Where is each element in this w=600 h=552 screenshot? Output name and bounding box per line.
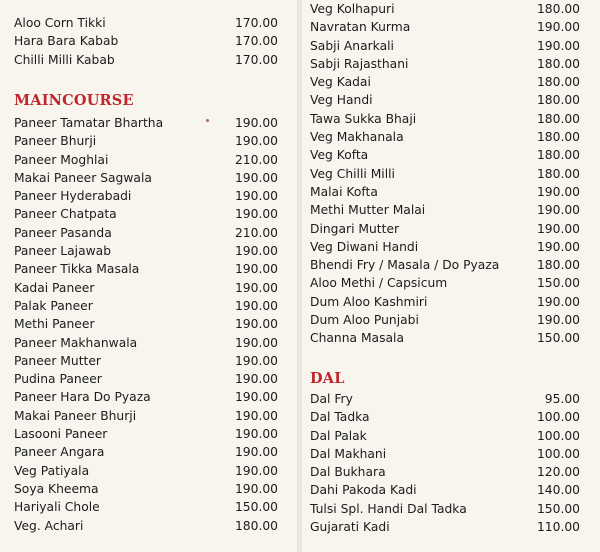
item-price: 190.00 [234, 390, 278, 405]
item-price: 190.00 [234, 244, 278, 259]
item-name: Dal Makhani [310, 446, 387, 461]
menu-item-row [303, 390, 600, 408]
menu-item-row [303, 311, 600, 329]
menu-item-row [303, 293, 600, 311]
item-name: Dal Bukhara [310, 465, 386, 480]
item-price: 150.00 [536, 276, 580, 291]
item-name: Methi Paneer [14, 317, 95, 332]
item-price: 190.00 [234, 463, 278, 478]
item-price: 110.00 [536, 520, 580, 535]
item-price: 180.00 [536, 2, 580, 16]
item-name: Tulsi Spl. Handi Dal Tadka [310, 501, 467, 516]
item-name: Dum Aloo Punjabi [310, 313, 419, 328]
item-price: 180.00 [536, 75, 580, 90]
menu-item-row [303, 201, 600, 219]
item-price: 190.00 [234, 262, 278, 277]
item-price: 95.00 [544, 392, 580, 406]
menu-item-row [0, 51, 296, 69]
item-name: Dal Fry [310, 392, 353, 406]
menu-item-row [303, 55, 600, 73]
menu-item-row [303, 128, 600, 146]
item-price: 120.00 [536, 465, 580, 480]
item-name: Palak Paneer [14, 298, 93, 313]
item-price: 180.00 [536, 130, 580, 145]
menu-item-row [0, 498, 296, 516]
item-name: Dahi Pakoda Kadi [310, 483, 417, 498]
menu-item-row [0, 114, 296, 132]
item-name: Paneer Mutter [14, 353, 101, 368]
item-name: Veg Kofta [310, 148, 369, 163]
menu-item-row [0, 388, 296, 406]
item-name: Veg Handi [310, 93, 373, 108]
item-price: 190.00 [234, 280, 278, 295]
item-price: 210.00 [234, 152, 278, 167]
item-name: Navratan Kurma [310, 20, 411, 35]
item-price: 190.00 [536, 239, 580, 254]
item-name: Gujarati Kadi [310, 520, 390, 535]
item-price: 190.00 [234, 207, 278, 222]
menu-item-row [0, 242, 296, 260]
menu-item-row [0, 169, 296, 187]
item-price: 100.00 [536, 446, 580, 461]
item-name: Veg Makhanala [310, 130, 404, 145]
item-price: 100.00 [536, 428, 580, 443]
item-price: 190.00 [234, 445, 278, 460]
menu-item-row [0, 480, 296, 498]
menu-item-row [0, 32, 296, 50]
item-name: Paneer Pasanda [14, 225, 112, 240]
item-name: Dal Tadka [310, 410, 370, 425]
menu-item-row [303, 73, 600, 91]
item-price: 180.00 [234, 518, 278, 533]
menu-item-row [303, 427, 600, 445]
item-name: Bhendi Fry / Masala / Do Pyaza [310, 258, 500, 273]
menu-item-row [0, 370, 296, 388]
item-price: 190.00 [234, 170, 278, 185]
item-name: Paneer Tikka Masala [14, 262, 140, 277]
item-name: Paneer Bhurji [14, 134, 97, 149]
item-price: 180.00 [536, 56, 580, 71]
item-name: Hara Bara Kabab [14, 34, 119, 49]
item-name: Veg. Achari [14, 518, 84, 533]
column-divider [297, 0, 302, 552]
menu-item-row [0, 352, 296, 370]
item-price: 210.00 [234, 225, 278, 240]
menu-item-row [0, 443, 296, 461]
item-price: 190.00 [234, 481, 278, 496]
item-name: Paneer Moghlai [14, 152, 109, 167]
item-name: Chilli Milli Kabab [14, 52, 115, 67]
menu-item-row [303, 238, 600, 256]
item-name: Paneer Angara [14, 445, 105, 460]
menu-item-row [0, 334, 296, 352]
dal-heading: DAL [310, 370, 345, 387]
menu-item-row [303, 0, 600, 18]
item-price: 180.00 [536, 111, 580, 126]
item-name: Aloo Corn Tikki [14, 16, 106, 30]
menu-item-row [303, 37, 600, 55]
item-name: Soya Kheema [14, 481, 99, 496]
item-price: 190.00 [536, 221, 580, 236]
menu-item-row [303, 408, 600, 426]
menu-item-row [0, 279, 296, 297]
menu-item-row [0, 205, 296, 223]
veg-list [303, 0, 600, 348]
item-name: Dum Aloo Kashmiri [310, 294, 428, 309]
item-name: Dingari Mutter [310, 221, 400, 236]
item-price: 190.00 [536, 294, 580, 309]
menu-item-row [0, 425, 296, 443]
item-name: Paneer Makhanwala [14, 335, 138, 350]
starters-list [0, 14, 296, 69]
menu-item-row [0, 260, 296, 278]
item-name: Kadai Paneer [14, 280, 95, 295]
item-price: 190.00 [234, 298, 278, 313]
item-price: 150.00 [536, 501, 580, 516]
item-price: 190.00 [234, 116, 278, 130]
menu-item-row [0, 187, 296, 205]
maincourse-list [0, 114, 296, 535]
item-name: Malai Kofta [310, 184, 378, 199]
menu-item-row [0, 151, 296, 169]
item-price: 190.00 [234, 317, 278, 332]
menu-item-row [303, 18, 600, 36]
item-name: Veg Chilli Milli [310, 166, 395, 181]
item-name: Tawa Sukka Bhaji [310, 111, 417, 126]
item-name: Veg Kolhapuri [310, 2, 395, 16]
item-price: 190.00 [234, 335, 278, 350]
menu-item-row [303, 274, 600, 292]
item-name: Methi Mutter Malai [310, 203, 426, 218]
item-name: Paneer Hara Do Pyaza [14, 390, 151, 405]
item-name: Hariyali Chole [14, 500, 100, 515]
item-price: 140.00 [536, 483, 580, 498]
item-name: Dal Palak [310, 428, 367, 443]
item-price: 190.00 [234, 408, 278, 423]
menu-item-row [303, 110, 600, 128]
item-name: Sabji Anarkali [310, 38, 394, 53]
menu-item-row [303, 445, 600, 463]
menu-item-row [0, 462, 296, 480]
item-price: 190.00 [234, 353, 278, 368]
menu-item-row [303, 183, 600, 201]
item-price: 190.00 [536, 203, 580, 218]
item-name: Lasooni Paneer [14, 427, 108, 442]
item-price: 150.00 [234, 500, 278, 515]
menu-item-row [303, 481, 600, 499]
item-price: 190.00 [536, 38, 580, 53]
item-price: 190.00 [234, 134, 278, 149]
item-price: 180.00 [536, 93, 580, 108]
dal-list [303, 390, 600, 536]
menu-item-row [303, 146, 600, 164]
menu-item-row [303, 91, 600, 109]
item-price: 190.00 [536, 313, 580, 328]
item-price: 190.00 [234, 427, 278, 442]
item-name: Pudina Paneer [14, 372, 102, 387]
item-name: Paneer Hyderabadi [14, 189, 132, 204]
menu-item-row [303, 463, 600, 481]
menu-item-row [0, 132, 296, 150]
item-price: 170.00 [234, 52, 278, 67]
item-price: 150.00 [536, 331, 580, 346]
item-price: 170.00 [234, 16, 278, 30]
item-price: 190.00 [536, 184, 580, 199]
item-name: Makai Paneer Bhurji [14, 408, 137, 423]
menu-item-row [303, 220, 600, 238]
item-name: Veg Kadai [310, 75, 371, 90]
item-name: Aloo Methi / Capsicum [310, 276, 448, 291]
item-name: Sabji Rajasthani [310, 56, 409, 71]
item-name: Veg Patiyala [14, 463, 90, 478]
menu-item-row [0, 315, 296, 333]
item-price: 170.00 [234, 34, 278, 49]
item-price: 180.00 [536, 258, 580, 273]
menu-item-row [303, 256, 600, 274]
item-name: Paneer Tamatar Bhartha [14, 116, 164, 130]
item-price: 190.00 [536, 20, 580, 35]
menu-item-row [0, 297, 296, 315]
menu-item-row [0, 517, 296, 535]
menu-item-row [303, 329, 600, 347]
item-price: 180.00 [536, 166, 580, 181]
maincourse-heading: MAINCOURSE [14, 92, 134, 109]
menu-item-row [0, 224, 296, 242]
item-price: 190.00 [234, 372, 278, 387]
menu-item-row [303, 165, 600, 183]
item-name: Makai Paneer Sagwala [14, 170, 152, 185]
item-name: Veg Diwani Handi [310, 239, 419, 254]
item-name: Paneer Lajawab [14, 244, 112, 259]
item-name: Channa Masala [310, 331, 404, 346]
item-price: 180.00 [536, 148, 580, 163]
item-price: 190.00 [234, 189, 278, 204]
menu-item-row [303, 500, 600, 518]
item-price: 100.00 [536, 410, 580, 425]
item-name: Paneer Chatpata [14, 207, 117, 222]
menu-item-row [0, 14, 296, 32]
menu-item-row [0, 407, 296, 425]
menu-item-row [303, 518, 600, 536]
